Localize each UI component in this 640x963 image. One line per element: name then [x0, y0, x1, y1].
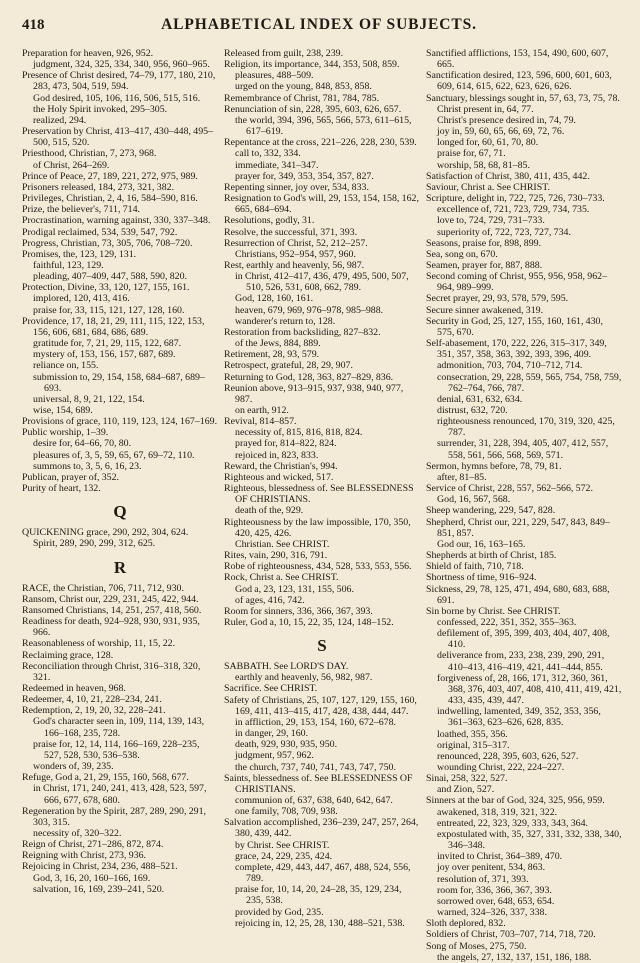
index-subentry: joy in, 59, 60, 65, 66, 69, 72, 76. — [437, 126, 565, 138]
index-entry: Ransomed Christians, 14, 251, 257, 418, 560. — [22, 604, 202, 616]
index-entry: Song of Moses, 275, 750. — [426, 940, 527, 952]
index-subentry: Spirit, 289, 290, 299, 312, 625. — [33, 538, 156, 550]
index-subentry: communion of, 637, 638, 640, 642, 647. — [235, 795, 393, 806]
index-entry: Shortness of time, 916–924. — [426, 572, 537, 584]
index-subentry: complete, 429, 443, 447, 467, 488, 524, 556, 789. — [235, 861, 411, 885]
index-subentry: the world, 394, 396, 565, 566, 573, 611–615, 617–619. — [235, 114, 412, 138]
index-subentry: the church, 737, 740, 741, 743, 747, 750. — [235, 761, 396, 773]
index-entry: Self-abasement, 170, 222, 226, 315–317, 349, 351, 357, 358, 363, 392, 393, 396, 409. — [426, 338, 607, 361]
index-entry: Security in God, 25, 127, 155, 160, 161, 430, 575, 670. — [426, 315, 603, 338]
index-entry: Robe of righteousness, 434, 528, 533, 553, 556. — [224, 561, 412, 573]
index-column-3 — [426, 48, 622, 963]
index-subentry: expostulated with, 35, 327, 331, 332, 338, 340, 346–348. — [437, 828, 622, 852]
index-subentry: wonders of, 39, 235. — [33, 761, 114, 773]
index-entry: Scripture, delight in, 722, 725, 726, 730–733. — [426, 193, 605, 205]
index-column-2 — [224, 48, 420, 937]
index-entry: Shepherds at birth of Christ, 185. — [426, 550, 557, 562]
index-entry: Shield of faith, 710, 718. — [426, 561, 524, 573]
index-subentry: death of the, 929. — [235, 505, 304, 517]
index-subentry: submission to, 29, 154, 158, 684–687, 689–693. — [33, 371, 205, 394]
index-entry: Soldiers of Christ, 703–707, 714, 718, 720. — [426, 929, 596, 941]
index-entry: Satisfaction of Christ, 380, 411, 435, 442. — [426, 170, 590, 182]
index-entry: Salvation accomplished, 236–239, 247, 257, 264, 380, 439, 442. — [224, 817, 419, 840]
index-entry: Retrospect, grateful, 28, 29, 907. — [224, 360, 353, 372]
index-entry: Priesthood, Christian, 7, 273, 968. — [22, 148, 157, 160]
index-subentry: joy over penitent, 534, 863. — [437, 862, 546, 874]
index-subentry: sorrowed over, 648, 653, 654. — [437, 895, 555, 907]
index-subentry: urged on the young, 848, 853, 858. — [235, 81, 372, 93]
index-entry: Reunion above, 913–915, 937, 938, 940, 977, 987. — [224, 382, 404, 405]
index-subentry: one family, 708, 709, 938. — [235, 806, 338, 818]
index-entry: Promises, the, 123, 129, 131. — [22, 248, 137, 260]
index-entry: Rejoicing in Christ, 234, 236, 488–521. — [22, 861, 178, 873]
index-entry: Progress, Christian, 73, 305, 706, 708–720. — [22, 237, 193, 249]
index-entry: RACE, the Christian, 706, 711, 712, 930. — [22, 582, 184, 594]
index-entry: Sanctified afflictions, 153, 154, 490, 600, 607, 665. — [426, 48, 609, 71]
index-subentry: God a, 23, 123, 131, 155, 506. — [235, 583, 354, 595]
index-subentry: earthly and heavenly, 56, 982, 987. — [235, 672, 373, 684]
index-subentry: reliance on, 155. — [33, 360, 99, 372]
index-subentry: in Christ, 171, 240, 241, 413, 428, 523, 597, 666, 677, 678, 680. — [33, 783, 207, 806]
index-subentry: defilement of, 395, 399, 403, 404, 407, 408, 410. — [437, 628, 610, 651]
index-subentry: in danger, 29, 160. — [235, 728, 309, 740]
index-entry: Purity of heart, 132. — [22, 483, 101, 495]
page-header — [22, 16, 616, 38]
index-entry: Remembrance of Christ, 781, 784, 785. — [224, 92, 380, 104]
index-subentry: mystery of, 153, 156, 157, 687, 689. — [33, 349, 176, 361]
index-entry: Rock, Christ a. See CHRIST. — [224, 572, 339, 584]
index-subentry: Christ's presence desired in, 74, 79. — [437, 114, 577, 126]
section-letter: S — [317, 636, 327, 656]
index-subentry: in Christ, 412–417, 436, 479, 495, 500, 507, 510, 526, 531, 608, 662, 789. — [235, 271, 409, 294]
index-entry: Sea, song on, 670. — [426, 248, 498, 260]
index-subentry: forgiveness of, 28, 166, 171, 312, 360, 361, 368, 376, 403, 407, 408, 410, 411, 419, 421, 433, 435, 439, 447. — [437, 672, 622, 707]
index-entry: Regeneration by the Spirit, 287, 289, 290, 291, 303, 315. — [22, 805, 207, 828]
index-entry: Sinai, 258, 322, 527. — [426, 773, 508, 785]
index-entry: Religion, its importance, 344, 353, 508, 859. — [224, 59, 400, 71]
index-entry: Seasons, praise for, 898, 899. — [426, 237, 542, 249]
index-entry: Released from guilt, 238, 239. — [224, 48, 344, 59]
index-entry: Room for sinners, 336, 366, 367, 393. — [224, 605, 373, 617]
index-entry: Repenting sinner, joy over, 534, 833. — [224, 181, 369, 193]
index-subentry: call to, 332, 334. — [235, 148, 301, 160]
index-entry: Restoration from backsliding, 827–832. — [224, 326, 381, 338]
index-subentry: desire for, 64–66, 70, 80. — [33, 438, 132, 450]
index-subentry: God, 3, 16, 20, 160–166, 169. — [33, 872, 151, 884]
index-entry: QUICKENING grace, 290, 292, 304, 624. — [22, 527, 189, 539]
page-number: 418 — [22, 17, 45, 33]
index-entry: Publican, prayer of, 352. — [22, 471, 120, 483]
index-entry: Rest, earthly and heavenly, 56, 987. — [224, 259, 365, 271]
index-subentry: God desired, 105, 106, 116, 506, 515, 516. — [33, 92, 201, 104]
index-subentry: God, 128, 160, 161. — [235, 293, 314, 305]
index-entry: Provisions of grace, 110, 119, 123, 124, 167–169. — [22, 416, 218, 428]
index-entry: Righteous and wicked, 517. — [224, 471, 334, 483]
index-subentry: rejoiced in, 823, 833. — [235, 449, 319, 461]
index-entry: Righteousness by the law impossible, 170, 350, 420, 425, 426. — [224, 516, 411, 539]
index-entry: Sermon, hymns before, 78, 79, 81. — [426, 460, 562, 472]
index-subentry: implored, 120, 413, 416. — [33, 293, 130, 305]
index-subentry: wanderer's return to, 128. — [235, 315, 336, 327]
index-entry: Resolutions, godly, 31. — [224, 215, 315, 227]
index-entry: Saints, blessedness of. See BLESSEDNESS OF CHRISTIANS. — [224, 772, 413, 795]
index-subentry: pleading, 407–409, 447, 588, 590, 820. — [33, 271, 187, 283]
index-subentry: resolution of, 371, 393. — [437, 873, 529, 885]
index-entry: Repentance at the cross, 221–226, 228, 230, 539. — [224, 137, 417, 149]
index-subentry: God our, 16, 163–165. — [437, 538, 526, 550]
index-entry: Secure sinner awakened, 319. — [426, 304, 544, 316]
index-subentry: on earth, 912. — [235, 405, 289, 416]
index-subentry: prayed for, 814–822, 824. — [235, 438, 337, 450]
index-subentry: righteousness renounced, 170, 319, 320, 425, 787. — [437, 416, 615, 439]
index-subentry: heaven, 679, 969, 976–978, 985–988. — [235, 304, 384, 316]
index-subentry: praise for, 67, 71. — [437, 148, 506, 160]
running-head: ALPHABETICAL INDEX OF SUBJECTS. — [161, 16, 477, 33]
index-entry: Sin borne by Christ. See CHRIST. — [426, 605, 561, 617]
index-entry: Saviour, Christ a. See CHRIST. — [426, 181, 550, 193]
index-subentry: excellence of, 721, 723, 729, 734, 735. — [437, 204, 590, 216]
index-subentry: wise, 154, 689. — [33, 405, 93, 416]
index-subentry: God, 16, 567, 568. — [437, 494, 511, 506]
index-entry: Reclaiming grace, 128. — [22, 649, 114, 661]
index-subentry: longed for, 60, 61, 70, 80. — [437, 137, 539, 149]
index-entry: Reconciliation through Christ, 316–318, 320, 321. — [22, 660, 201, 683]
index-subentry: love to, 724, 729, 731–733. — [437, 215, 545, 227]
index-entry: Returning to God, 128, 363, 827–829, 836. — [224, 371, 394, 383]
index-subentry: God's character seen in, 109, 114, 139, 143, 166–168, 235, 728. — [33, 716, 205, 739]
index-subentry: salvation, 16, 169, 239–241, 520. — [33, 883, 165, 895]
index-entry: Presence of Christ desired, 74–79, 177, 180, 210, 283, 473, 504, 519, 594. — [22, 70, 216, 93]
index-subentry: of Christ, 264–269. — [33, 159, 110, 171]
index-subentry: grace, 24, 229, 235, 424. — [235, 850, 333, 862]
index-entry: Redeemer, 4, 10, 21, 228–234, 241. — [22, 694, 162, 706]
index-entry: Service of Christ, 228, 557, 562–566, 572. — [426, 483, 593, 495]
index-entry: Sinners at the bar of God, 324, 325, 956, 959. — [426, 795, 605, 807]
index-subentry: renounced, 228, 395, 603, 626, 527. — [437, 750, 579, 762]
index-subentry: provided by God, 235. — [235, 906, 324, 918]
index-entry: Sickness, 29, 78, 125, 471, 494, 680, 683, 688, 691. — [426, 583, 610, 606]
index-subentry: necessity of, 815, 816, 818, 824. — [235, 427, 363, 439]
index-subentry: in affliction, 29, 153, 154, 160, 672–678. — [235, 716, 396, 728]
index-subentry: superiority of, 722, 723, 727, 734. — [437, 226, 571, 238]
index-subentry: wounding Christ, 222, 224–227. — [437, 762, 565, 773]
index-subentry: gratitude for, 7, 21, 29, 115, 122, 687. — [33, 338, 182, 350]
index-entry: SABBATH. See LORD'S DAY. — [224, 661, 349, 673]
index-subentry: after, 81–85. — [437, 471, 487, 483]
index-entry: Sloth deplored, 832. — [426, 918, 506, 930]
index-entry: Revival, 814–857. — [224, 416, 297, 428]
section-letter: Q — [113, 502, 127, 522]
index-entry: Providence, 17, 18, 21, 29, 111, 115, 122, 153, 156, 606, 681, 684, 686, 689. — [22, 315, 205, 338]
index-entry: Renunciation of sin, 228, 395, 603, 626, 657. — [224, 103, 402, 115]
index-entry: Sanctification desired, 123, 596, 600, 601, 603, 609, 614, 615, 622, 623, 626, 626. — [426, 70, 612, 93]
index-subentry: worship, 58, 68, 81–85. — [437, 159, 530, 171]
index-subentry: indwelling, lamented, 349, 352, 353, 356, 361–363, 623–626, 628, 835. — [437, 706, 601, 729]
index-entry: Righteous, blessedness of. See BLESSEDNESS OF CHRISTIANS. — [224, 483, 414, 506]
index-subentry: loathed, 355, 356. — [437, 728, 508, 740]
index-subentry: faithful, 123, 129. — [33, 259, 104, 271]
index-entry: Sacrifice. See CHRIST. — [224, 683, 318, 695]
index-subentry: surrender, 31, 228, 394, 405, 407, 412, 557, 558, 561, 566, 568, 569, 571. — [437, 438, 609, 461]
index-subentry: of ages, 416, 742. — [235, 594, 305, 606]
index-entry: Retirement, 28, 93, 579. — [224, 349, 320, 361]
index-entry: Shepherd, Christ our, 221, 229, 547, 843, 849–851, 857. — [426, 516, 610, 539]
index-entry: Ransom, Christ our, 229, 231, 245, 422, 944. — [22, 593, 199, 605]
index-subentry: original, 315–317. — [437, 739, 510, 751]
index-entry: Sheep wandering, 229, 547, 828. — [426, 505, 556, 517]
index-entry: Refuge, God a, 21, 29, 155, 160, 568, 677. — [22, 772, 189, 784]
index-subentry: necessity of, 320–322. — [33, 828, 122, 839]
index-entry: Prize, the believer's, 711, 714. — [22, 204, 140, 216]
index-subentry: prayer for, 349, 353, 354, 357, 827. — [235, 170, 374, 182]
index-entry: Reasonableness of worship, 11, 15, 22. — [22, 638, 176, 650]
index-subentry: praise for, 10, 14, 20, 24–28, 35, 129, 234, 235, 538. — [235, 884, 402, 907]
index-entry: Procrastination, warning against, 330, 337–348. — [22, 215, 211, 227]
index-entry: Preservation by Christ, 413–417, 430–448, 495–500, 515, 520. — [22, 126, 214, 149]
index-entry: Prodigal reclaimed, 534, 539, 547, 792. — [22, 226, 178, 238]
index-subentry: and Zion, 527. — [437, 784, 495, 796]
index-entry: Second coming of Christ, 955, 956, 958, 962–964, 989–999. — [426, 271, 608, 294]
index-subentry: confessed, 222, 351, 352, 355–363. — [437, 616, 577, 628]
index-subentry: praise for, 12, 14, 114, 166–169, 228–235, 527, 528, 530, 536–538. — [33, 738, 200, 761]
index-entry: Rites, vain, 290, 316, 791. — [224, 550, 328, 562]
index-entry: Privileges, Christian, 2, 4, 16, 584–590, 816. — [22, 193, 198, 205]
index-subentry: pleasures of, 3, 5, 59, 65, 67, 69–72, 110. — [33, 449, 195, 461]
index-subentry: invited to Christ, 364–389, 470. — [437, 851, 563, 863]
index-entry: Redeemed in heaven, 968. — [22, 682, 126, 694]
index-subentry: of the Jews, 884, 889. — [235, 338, 321, 350]
index-subentry: admonition, 703, 704, 710–712, 714. — [437, 360, 583, 372]
index-entry: Readiness for death, 924–928, 930, 931, 935, 966. — [22, 616, 200, 639]
index-entry: Reign of Christ, 271–286, 872, 874. — [22, 839, 164, 851]
index-subentry: warned, 324–326, 337, 338. — [437, 907, 547, 919]
index-subentry: room for, 336, 366, 367, 393. — [437, 884, 552, 896]
index-subentry: Christ present in, 64, 77. — [437, 103, 534, 115]
index-entry: Public worship, 1–39. — [22, 427, 109, 439]
index-subentry: Christian. See CHRIST. — [235, 538, 330, 550]
index-column-1 — [22, 48, 218, 937]
index-entry: Seamen, prayer for, 887, 888. — [426, 259, 543, 271]
index-subentry: deliverance from, 233, 238, 239, 290, 291, 410–413, 416–419, 421, 441–444, 855. — [437, 650, 605, 673]
index-entry: Secret prayer, 29, 93, 578, 579, 595. — [426, 293, 569, 305]
index-subentry: awakened, 318, 319, 321, 322. — [437, 806, 558, 818]
index-entry: Prisoners released, 184, 273, 321, 382. — [22, 181, 175, 193]
index-subentry: Christians, 952–954, 957, 960. — [235, 248, 356, 260]
index-subentry: summons to, 3, 5, 6, 16, 23. — [33, 460, 142, 472]
index-subentry: distrust, 632, 720. — [437, 405, 508, 416]
index-subentry: realized, 294. — [33, 114, 87, 126]
index-entry: Prince of Peace, 27, 189, 221, 272, 975, 989. — [22, 170, 198, 182]
index-entry: Redemption, 2, 19, 20, 32, 228–241. — [22, 705, 166, 717]
index-entry: Resignation to God's will, 29, 153, 154, 158, 162, 665, 684–694. — [224, 193, 419, 216]
section-letter: R — [113, 557, 127, 577]
index-subentry: consecration, 29, 228, 559, 565, 754, 758, 759, 762–764, 766, 787. — [437, 371, 622, 394]
index-subentry: universal, 8, 9, 21, 122, 154. — [33, 393, 145, 405]
index-subentry: the angels, 27, 132, 137, 151, 186, 188. — [437, 951, 592, 963]
index-subentry: praise for, 33, 115, 121, 127, 128, 160. — [33, 304, 185, 316]
index-subentry: denial, 631, 632, 634. — [437, 393, 523, 405]
index-entry: Reward, the Christian's, 994. — [224, 460, 338, 472]
index-entry: Resolve, the successful, 371, 393. — [224, 226, 358, 238]
index-subentry: immediate, 341–347. — [235, 159, 319, 171]
index-subentry: entreated, 22, 323, 329, 333, 343, 364. — [437, 817, 589, 829]
index-subentry: death, 929, 930, 935, 950. — [235, 739, 338, 751]
index-subentry: rejoicing in, 12, 25, 28, 130, 488–521, 538. — [235, 917, 405, 929]
index-subentry: by Christ. See CHRIST. — [235, 839, 330, 851]
index-entry: Preparation for heaven, 926, 952. — [22, 48, 154, 59]
index-entry: Protection, Divine, 33, 120, 127, 155, 161. — [22, 282, 190, 294]
index-entry: Sanctuary, blessings sought in, 57, 63, 73, 75, 78. — [426, 92, 620, 104]
index-entry: Safety of Christians, 25, 107, 127, 129, 155, 160, 169, 411, 413–415, 417, 428, 438, 444, 447. — [224, 694, 417, 717]
index-entry: Reigning with Christ, 273, 936. — [22, 850, 147, 862]
index-entry: Resurrection of Christ, 52, 212–257. — [224, 237, 368, 249]
index-subentry: judgment, 957, 962. — [235, 750, 314, 762]
index-entry: Ruler, God a, 10, 15, 22, 35, 124, 148–152. — [224, 616, 394, 628]
index-subentry: the Holy Spirit invoked, 295–305. — [33, 103, 168, 115]
index-subentry: judgment, 324, 325, 334, 340, 956, 960–965. — [33, 59, 210, 71]
index-columns — [22, 48, 622, 963]
index-subentry: pleasures, 488–509. — [235, 70, 314, 82]
